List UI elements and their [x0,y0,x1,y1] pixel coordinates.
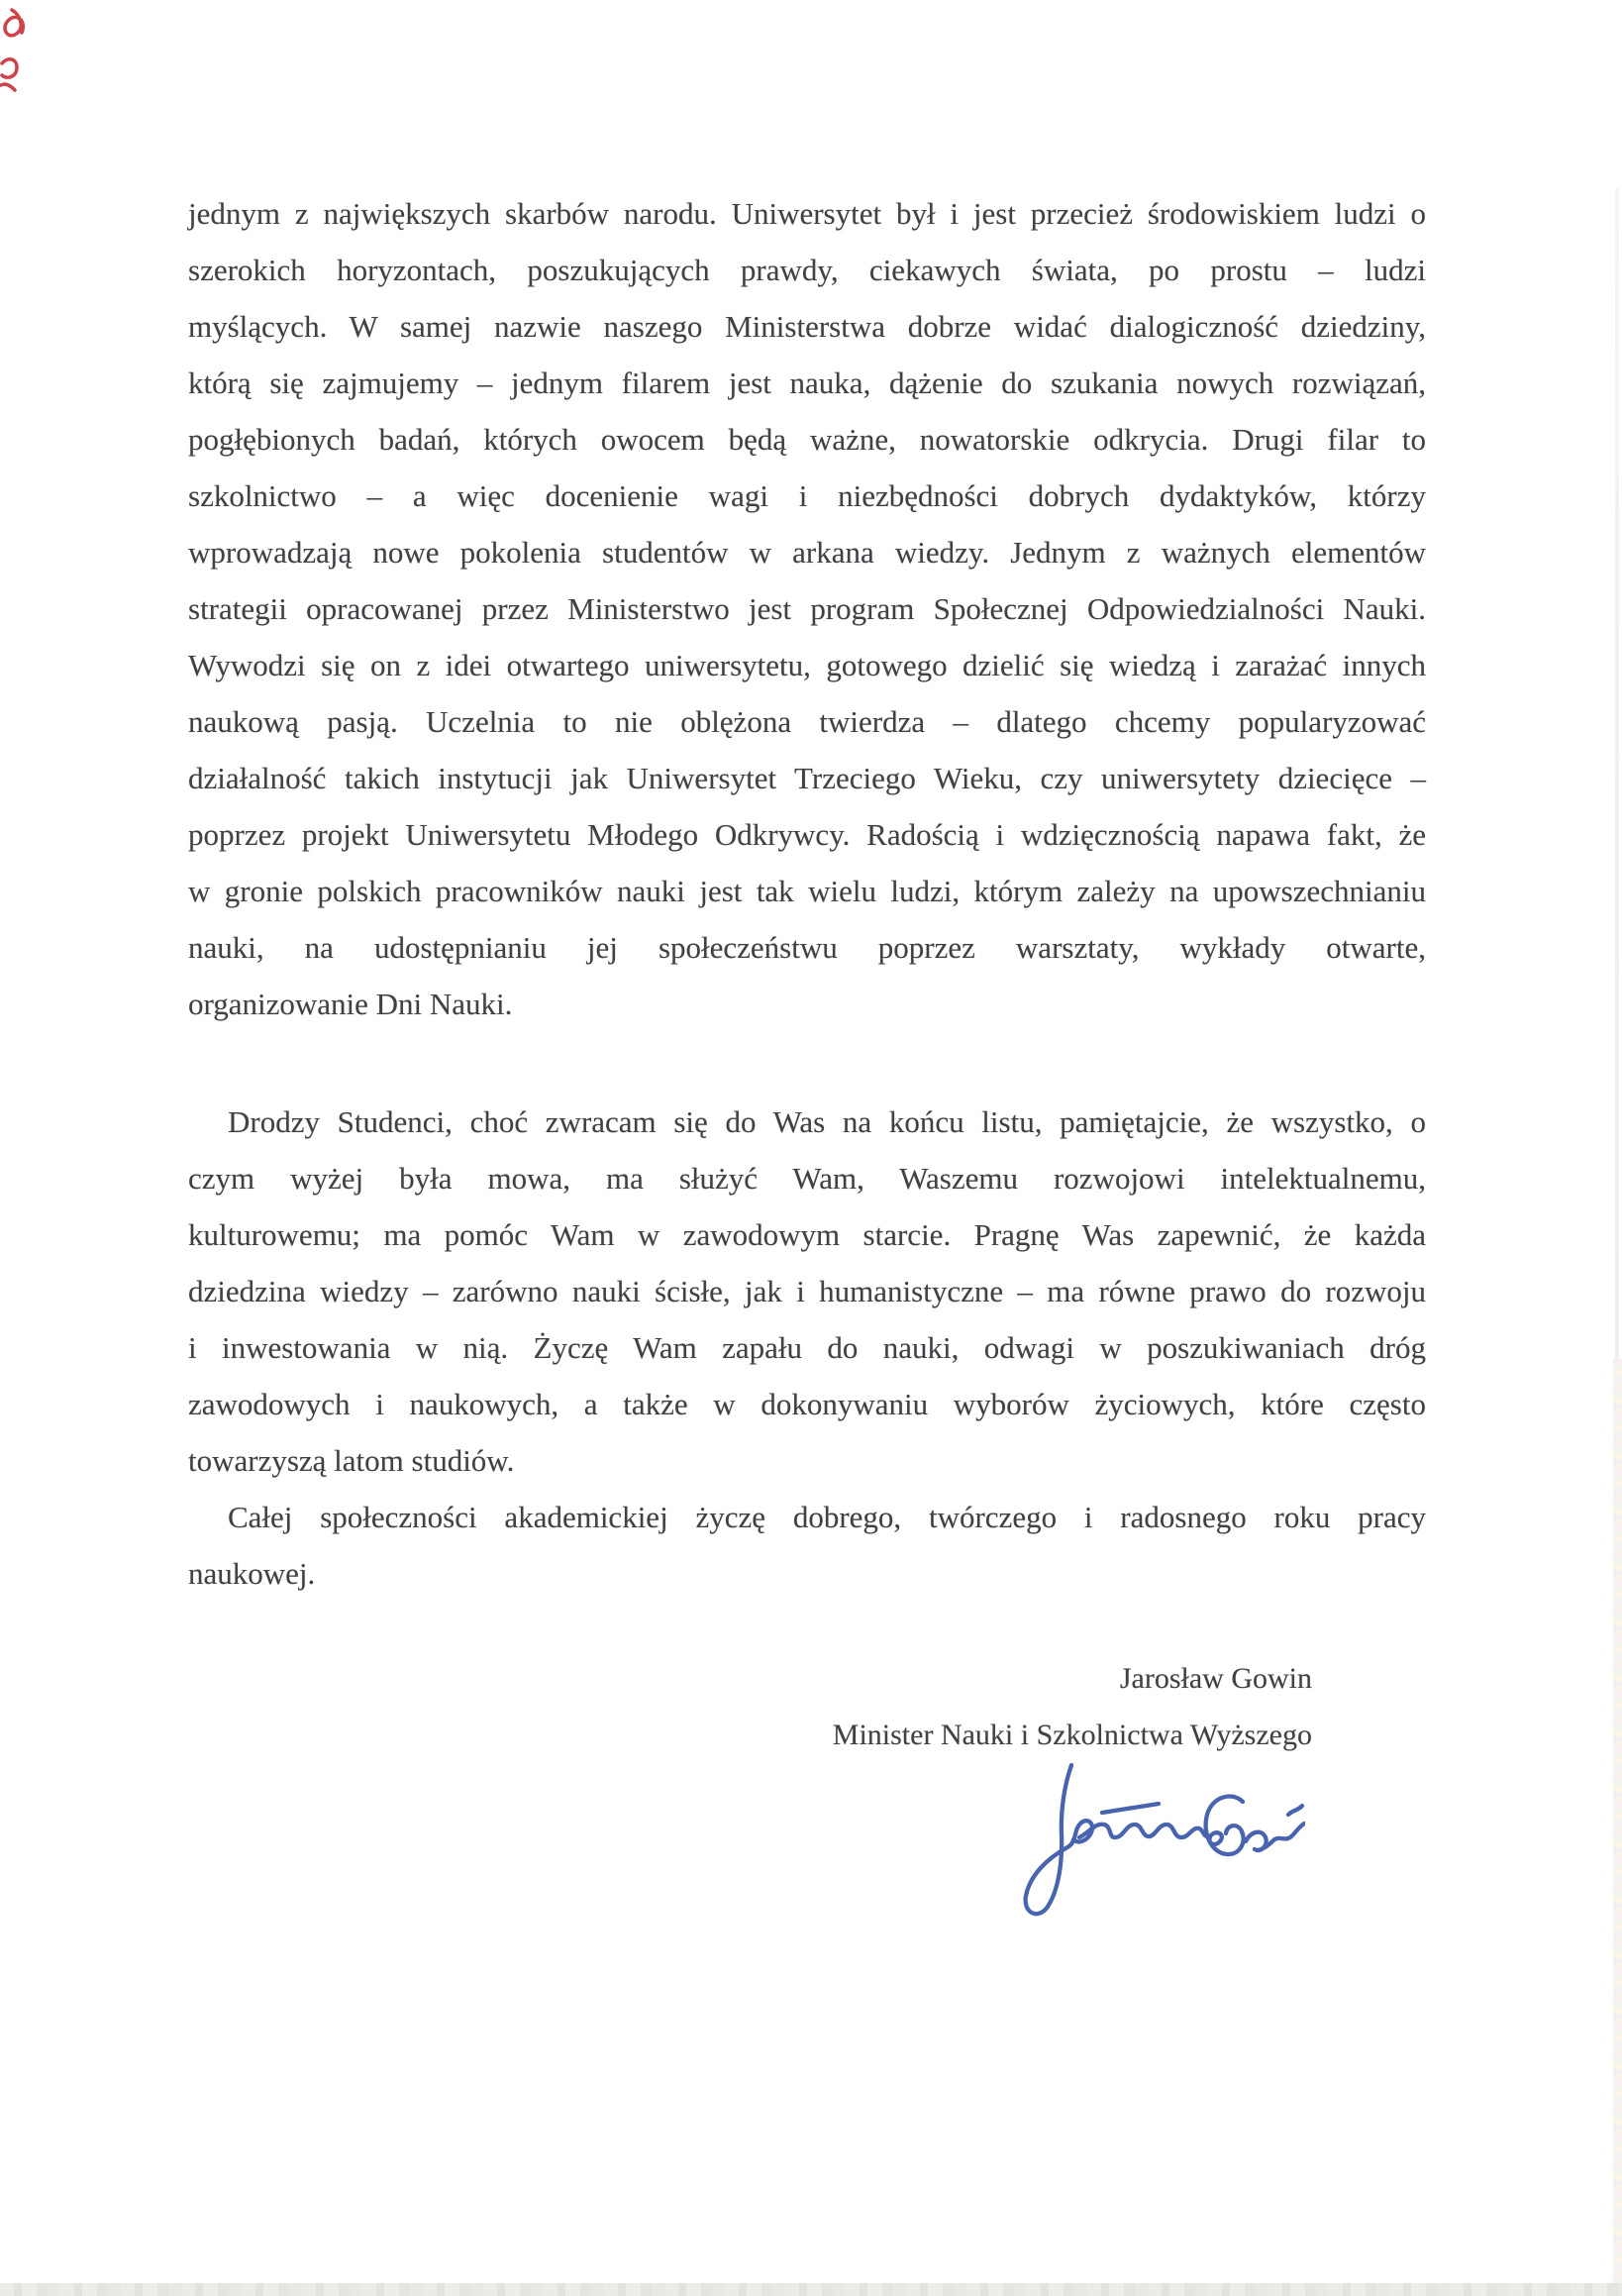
signoff-name: Jarosław Gowin [1119,1662,1312,1695]
letter-line: którą się zajmujemy – jednym filarem jest nauka, dążenie do szukania nowych rozwiązań, [188,365,1426,400]
letter-line: jednym z największych skarbów narodu. Uniwersytet był i jest przecież środowiskiem ludzi o [188,196,1426,231]
letter-line: dziedzina wiedzy – zarówno nauki ścisłe, jak i humanistyczne – ma równe prawo do rozwoju [188,1274,1426,1308]
letter-line: szkolnictwo – a więc docenienie wagi i niezbędności dobrych dydaktyków, którzy [188,478,1426,513]
letter-line: Całej społeczności akademickiej życzę dobrego, twórczego i radosnego roku pracy [228,1500,1426,1534]
letter-line: poprzez projekt Uniwersytetu Młodego Odkrywcy. Radością i wdzięcznością napawa fakt, że [188,817,1426,852]
letter-line: zawodowych i naukowych, a także w dokonywaniu wyborów życiowych, które często [188,1387,1426,1421]
letter-line: myślących. W samej nazwie naszego Ministerstwa dobrze widać dialogiczność dziedziny, [188,309,1426,344]
letter-line: towarzyszą latom studiów. [188,1443,515,1478]
scan-edge-bottom-strip [0,2283,1622,2296]
letter-line: naukową pasją. Uczelnia to nie oblężona twierdza – dlatego chcemy popularyzować [188,704,1426,739]
letter-line: strategii opracowanej przez Ministerstwo jest program Społecznej Odpowiedzialności Nauki. [188,591,1426,626]
signoff-block [188,1650,1426,1763]
letter-line: pogłębionych badań, których owocem będą ważne, nowatorskie odkrycia. Drugi filar to [188,422,1426,457]
letter-line: szerokich horyzontach, poszukujących prawdy, ciekawych świata, po prostu – ludzi [188,253,1426,287]
letter-line: działalność takich instytucji jak Uniwersytet Trzeciego Wieku, czy uniwersytety dziecięce – [188,761,1426,795]
letter-line: Drodzy Studenci, choć zwracam się do Was na końcu listu, pamiętajcie, że wszystko, o [228,1104,1426,1139]
letter-line: wprowadzają nowe pokolenia studentów w arkana wiedzy. Jednym z ważnych elementów [188,535,1426,570]
letter-line: organizowanie Dni Nauki. [188,987,513,1021]
letter-body [188,185,1426,1763]
letter-line: naukowej. [188,1556,316,1591]
letter-line: w gronie polskich pracowników nauki jest tak wielu ludzi, którym zależy na upowszechnianiu [188,874,1426,908]
letter-line: Wywodzi się on z idei otwartego uniwersytetu, gotowego dzielić się wiedzą i zarażać innych [188,648,1426,682]
scan-edge-line-right [1615,188,1619,1362]
signoff-title: Minister Nauki i Szkolnictwa Wyższego [832,1719,1312,1751]
letter-line: kulturowemu; ma pomóc Wam w zawodowym starcie. Pragnę Was zapewnić, że każda [188,1217,1426,1252]
scan-edge-noise-right [1613,1359,1622,2296]
letter-line: czym wyżej była mowa, ma służyć Wam, Waszemu rozwojowi intelektualnemu, [188,1161,1426,1196]
handwritten-signature [1008,1755,1305,1924]
paragraph-gap [188,1032,1426,1094]
letter-line: i inwestowania w nią. Życzę Wam zapału do nauki, odwagi w poszukiwaniach dróg [188,1330,1426,1365]
red-pen-marks-icon [0,6,50,115]
signoff-gap [188,1602,1426,1650]
letter-line: nauki, na udostępnianiu jej społeczeństwu poprzez warsztaty, wykłady otwarte, [188,930,1426,965]
